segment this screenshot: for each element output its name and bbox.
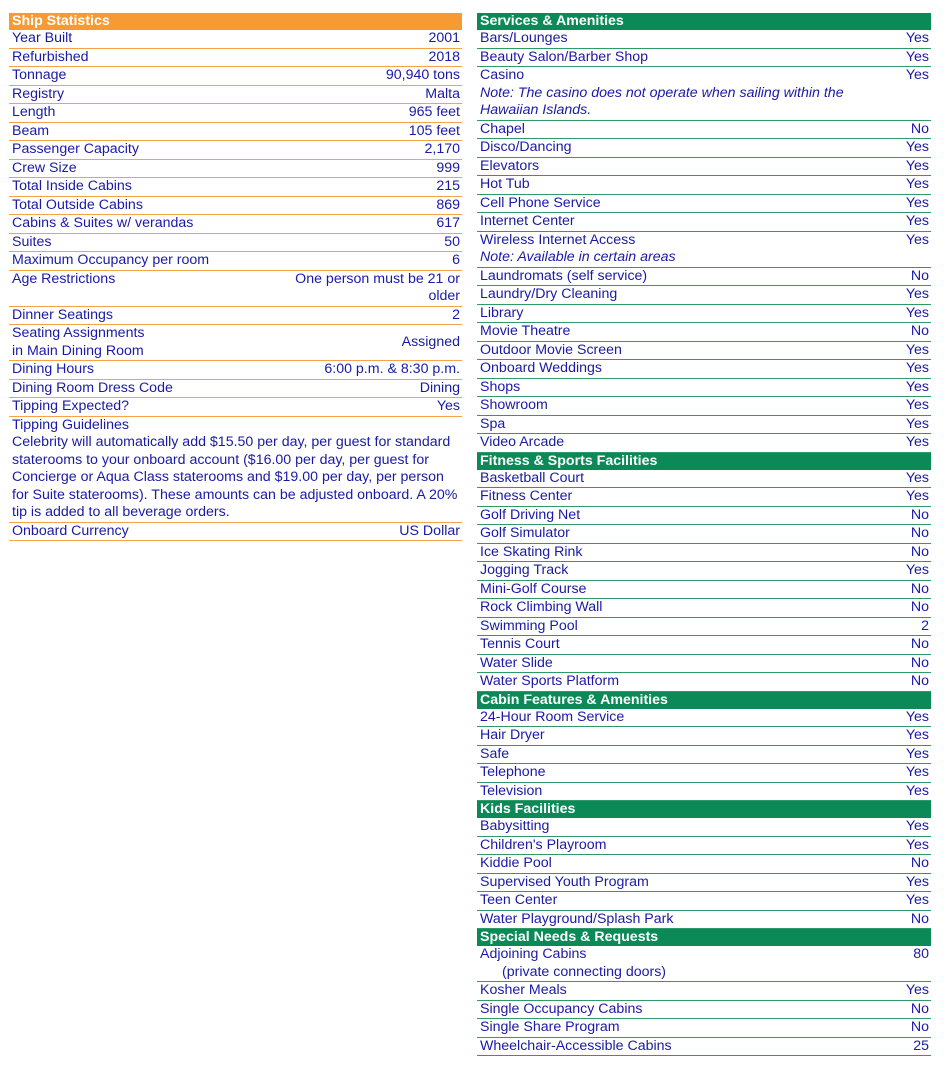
amenity-value: Yes <box>905 360 929 376</box>
stat-row <box>9 141 462 160</box>
stat-row <box>9 30 462 49</box>
amenity-row <box>477 268 931 287</box>
stat-value: 215 <box>436 178 460 194</box>
amenity-row <box>477 618 931 637</box>
stat-value: 105 feet <box>408 122 460 139</box>
amenity-row <box>477 1001 931 1020</box>
amenity-label: Basketball Court <box>480 469 585 486</box>
amenity-label: Showroom <box>480 397 548 413</box>
stat-value: 2018 <box>428 48 460 65</box>
amenity-value: No <box>910 855 929 871</box>
amenity-row <box>477 764 931 783</box>
amenity-value: 80 <box>913 946 929 962</box>
stat-label: Passenger Capacity <box>12 141 139 157</box>
stat-row <box>9 104 462 123</box>
amenity-row <box>477 213 931 232</box>
amenity-value: Yes <box>905 745 929 762</box>
amenity-row <box>477 892 931 911</box>
amenity-label: Chapel <box>480 120 525 137</box>
stat-row <box>9 380 462 399</box>
amenity-label: Golf Driving Net <box>480 506 581 523</box>
stat-label: Dining Hours <box>12 361 95 377</box>
amenity-label: Water Sports Platform <box>480 673 620 689</box>
amenity-value: Yes <box>905 286 929 302</box>
stat-label: Length <box>12 104 56 120</box>
amenity-label: 24-Hour Room Service <box>480 708 625 725</box>
kids-facilities-header: Kids Facilities <box>477 801 931 818</box>
stat-value: 2001 <box>428 30 460 46</box>
stat-row <box>9 178 462 197</box>
amenity-label: Mini-Golf Course <box>480 580 587 597</box>
amenity-value: No <box>910 636 929 652</box>
amenity-row <box>477 1038 931 1057</box>
fitness-sports-header: Fitness & Sports Facilities <box>477 453 931 470</box>
stat-label: Registry <box>12 85 65 102</box>
stat-row <box>9 49 462 68</box>
amenity-value: Yes <box>905 764 929 780</box>
amenity-value: No <box>910 525 929 541</box>
ship-statistics-table <box>9 13 462 541</box>
amenities-table <box>477 13 931 1056</box>
stat-label: Onboard Currency <box>12 522 129 539</box>
amenity-value: No <box>910 1000 929 1017</box>
amenity-label: Video Arcade <box>480 434 565 450</box>
amenity-label: Outdoor Movie Screen <box>480 341 622 358</box>
amenity-label: Safe <box>480 745 510 762</box>
stat-row <box>9 234 462 253</box>
amenity-value: Yes <box>905 488 929 504</box>
amenity-value: Yes <box>905 818 929 834</box>
amenity-row <box>477 397 931 416</box>
amenity-row <box>477 379 931 398</box>
amenity-row <box>477 911 931 930</box>
amenity-row <box>477 139 931 158</box>
amenity-row <box>477 544 931 563</box>
amenity-value: 2 <box>921 617 929 634</box>
amenity-row <box>477 49 931 68</box>
amenity-label: Wheelchair-Accessible Cabins <box>480 1037 672 1054</box>
amenity-label: Bars/Lounges <box>480 30 568 46</box>
stat-label: Tonnage <box>12 67 67 83</box>
stat-row <box>9 160 462 179</box>
amenity-row <box>477 855 931 874</box>
stat-label: Cabins & Suites w/ verandas <box>12 215 194 231</box>
amenity-label: Water Playground/Splash Park <box>480 910 674 927</box>
stat-value: 2 <box>452 306 460 323</box>
amenity-value: No <box>910 323 929 339</box>
amenity-label: Laundromats (self service) <box>480 267 648 284</box>
amenity-value: Yes <box>905 30 929 46</box>
wireless-note: Note: Available in certain areas <box>480 249 676 265</box>
amenity-row <box>477 434 931 453</box>
amenity-label: Babysitting <box>480 818 550 834</box>
amenity-row <box>477 342 931 361</box>
amenity-label: Kiddie Pool <box>480 855 552 871</box>
stat-label: Total Inside Cabins <box>12 178 132 194</box>
amenity-row <box>477 121 931 140</box>
amenity-value: No <box>910 580 929 597</box>
stat-row <box>9 215 462 234</box>
stat-label-line2: in Main Dining Room <box>12 342 144 359</box>
stat-value: 90,940 tons <box>385 67 460 83</box>
stat-row-onboard-currency <box>9 523 462 542</box>
stat-label: Dining Room Dress Code <box>12 379 173 396</box>
amenity-label: Swimming Pool <box>480 617 578 634</box>
amenity-label: Fitness Center <box>480 488 573 504</box>
stat-label: Dinner Seatings <box>12 306 113 323</box>
amenity-value: Yes <box>905 67 929 83</box>
stat-label-line1: Seating Assignments <box>12 325 145 341</box>
amenity-value: Yes <box>905 139 929 155</box>
amenity-value: Yes <box>905 157 929 174</box>
amenity-row <box>477 982 931 1001</box>
amenity-value: Yes <box>905 873 929 890</box>
amenity-row <box>477 176 931 195</box>
stat-value: One person must be 21 or older <box>295 270 460 304</box>
amenity-label: Internet Center <box>480 213 575 229</box>
amenity-row <box>477 727 931 746</box>
amenity-value: Yes <box>905 176 929 192</box>
adjoining-sub-label: (private connecting doors) <box>502 963 667 980</box>
amenity-value: Yes <box>905 782 929 799</box>
amenity-label: Tennis Court <box>480 636 560 652</box>
amenity-row <box>477 709 931 728</box>
amenity-row <box>477 525 931 544</box>
amenity-label: Adjoining Cabins <box>480 946 587 962</box>
amenity-value: No <box>910 654 929 671</box>
tipping-guidelines-text: Celebrity will automatically add $15.50 per day, per guest for standard staterooms to your onboard account ($16.00 per day, per guest for Concierge or Aqua Class staterooms and $19.00 per day, per person for Suite staterooms). These amounts can be adjusted onboard. A 20% tip is added to all beverage orders. <box>12 434 458 520</box>
amenity-label: Telephone <box>480 764 546 780</box>
stat-label: Age Restrictions <box>12 270 116 287</box>
amenity-value: Yes <box>905 378 929 395</box>
amenity-label: Supervised Youth Program <box>480 873 649 890</box>
amenity-row <box>477 874 931 893</box>
amenity-label: Golf Simulator <box>480 525 570 541</box>
amenity-value: No <box>910 543 929 560</box>
stat-row <box>9 398 462 417</box>
stat-row-seating-assignments <box>9 325 462 361</box>
stat-value: 6:00 p.m. & 8:30 p.m. <box>324 361 460 377</box>
amenity-row <box>477 837 931 856</box>
amenity-label: Hot Tub <box>480 176 530 192</box>
stat-value: 6 <box>452 252 460 268</box>
amenity-value: Yes <box>905 892 929 908</box>
amenity-value: Yes <box>905 836 929 853</box>
amenity-row-wireless <box>477 232 931 268</box>
amenity-row <box>477 507 931 526</box>
amenity-value: Yes <box>905 231 929 248</box>
amenity-label: Television <box>480 782 543 799</box>
amenity-value: Yes <box>905 48 929 65</box>
amenity-row <box>477 323 931 342</box>
amenity-row <box>477 783 931 802</box>
amenity-label: Onboard Weddings <box>480 360 602 376</box>
amenity-label: Single Share Program <box>480 1019 620 1035</box>
tipping-guidelines <box>9 417 462 523</box>
stat-value: 617 <box>436 215 460 231</box>
amenity-label: Disco/Dancing <box>480 139 572 155</box>
stat-label <box>12 325 145 360</box>
amenity-row <box>477 360 931 379</box>
amenity-label: Jogging Track <box>480 562 569 578</box>
stat-value: 2,170 <box>424 141 460 157</box>
amenity-row <box>477 286 931 305</box>
amenity-label: Elevators <box>480 157 540 174</box>
ship-statistics-header: Ship Statistics <box>9 13 462 30</box>
amenity-label: Wireless Internet Access <box>480 231 636 248</box>
amenity-row-casino <box>477 67 931 121</box>
stat-value: 965 feet <box>408 104 460 120</box>
stat-row-age-restrictions <box>9 271 462 307</box>
amenity-label: Water Slide <box>480 654 553 671</box>
amenity-value: No <box>910 673 929 689</box>
amenity-value: Yes <box>905 708 929 725</box>
stat-row <box>9 123 462 142</box>
amenity-value: Yes <box>905 397 929 413</box>
stat-value: Assigned <box>401 333 460 350</box>
stat-label: Suites <box>12 233 52 250</box>
amenity-value: Yes <box>905 213 929 229</box>
amenity-row <box>477 673 931 692</box>
amenity-row <box>477 581 931 600</box>
amenity-row <box>477 655 931 674</box>
amenity-row <box>477 746 931 765</box>
tipping-guidelines-label: Tipping Guidelines <box>12 416 129 433</box>
amenity-label: Children's Playroom <box>480 836 607 853</box>
amenity-value: No <box>910 1019 929 1035</box>
special-needs-header: Special Needs & Requests <box>477 929 931 946</box>
amenity-label: Shops <box>480 378 521 395</box>
amenity-label: Kosher Meals <box>480 982 567 998</box>
amenity-value: No <box>910 506 929 523</box>
stat-label: Tipping Expected? <box>12 398 129 414</box>
amenity-label: Laundry/Dry Cleaning <box>480 286 618 302</box>
amenity-label: Beauty Salon/Barber Shop <box>480 48 648 65</box>
stat-row <box>9 252 462 271</box>
amenity-value: Yes <box>905 434 929 450</box>
amenity-row <box>477 195 931 214</box>
amenity-row <box>477 305 931 324</box>
stat-row <box>9 67 462 86</box>
stat-label: Year Built <box>12 30 73 46</box>
amenity-value: 25 <box>913 1037 929 1054</box>
stat-row <box>9 361 462 380</box>
stat-label: Total Outside Cabins <box>12 196 143 213</box>
services-amenities-header: Services & Amenities <box>477 13 931 30</box>
amenity-row <box>477 488 931 507</box>
cabin-features-header: Cabin Features & Amenities <box>477 692 931 709</box>
amenity-label: Library <box>480 304 524 321</box>
amenity-value: Yes <box>905 562 929 578</box>
amenity-row <box>477 158 931 177</box>
amenity-row <box>477 416 931 435</box>
amenity-value: No <box>910 120 929 137</box>
amenity-row <box>477 818 931 837</box>
stat-row <box>9 197 462 216</box>
amenity-value: No <box>910 267 929 284</box>
amenity-row <box>477 636 931 655</box>
amenity-value: Yes <box>905 304 929 321</box>
amenity-value: No <box>910 910 929 927</box>
amenity-value: No <box>910 599 929 615</box>
amenity-value: Yes <box>905 415 929 432</box>
stat-label: Beam <box>12 122 50 139</box>
amenity-label: Movie Theatre <box>480 323 571 339</box>
amenity-value: Yes <box>905 982 929 998</box>
stat-value: 869 <box>436 196 460 213</box>
stat-value: Malta <box>425 85 460 102</box>
amenity-row-adjoining-cabins <box>477 946 931 982</box>
amenity-row <box>477 599 931 618</box>
amenity-label: Ice Skating Rink <box>480 543 583 560</box>
amenity-row <box>477 1019 931 1038</box>
amenity-row <box>477 470 931 489</box>
amenity-value: Yes <box>905 469 929 486</box>
stat-value: US Dollar <box>399 522 460 539</box>
amenity-label: Hair Dryer <box>480 727 545 743</box>
amenity-row <box>477 30 931 49</box>
stat-label: Refurbished <box>12 48 89 65</box>
stat-value: 999 <box>436 159 460 176</box>
stat-label: Maximum Occupancy per room <box>12 252 210 268</box>
stat-value: 50 <box>444 233 460 250</box>
stat-value: Dining <box>419 379 460 396</box>
stat-value: Yes <box>436 398 460 414</box>
casino-note: Note: The casino does not operate when sailing within the Hawaiian Islands. <box>480 84 844 118</box>
amenity-label: Rock Climbing Wall <box>480 599 603 615</box>
amenity-value: Yes <box>905 341 929 358</box>
amenity-label: Spa <box>480 415 506 432</box>
amenity-row <box>477 562 931 581</box>
amenity-label: Teen Center <box>480 892 558 908</box>
amenity-value: Yes <box>905 727 929 743</box>
amenity-label: Casino <box>480 67 525 83</box>
stat-row-dinner-seatings <box>9 307 462 326</box>
amenity-value: Yes <box>905 194 929 211</box>
amenity-label: Single Occupancy Cabins <box>480 1000 643 1017</box>
stat-label: Crew Size <box>12 159 77 176</box>
stat-row <box>9 86 462 105</box>
amenity-label: Cell Phone Service <box>480 194 601 211</box>
